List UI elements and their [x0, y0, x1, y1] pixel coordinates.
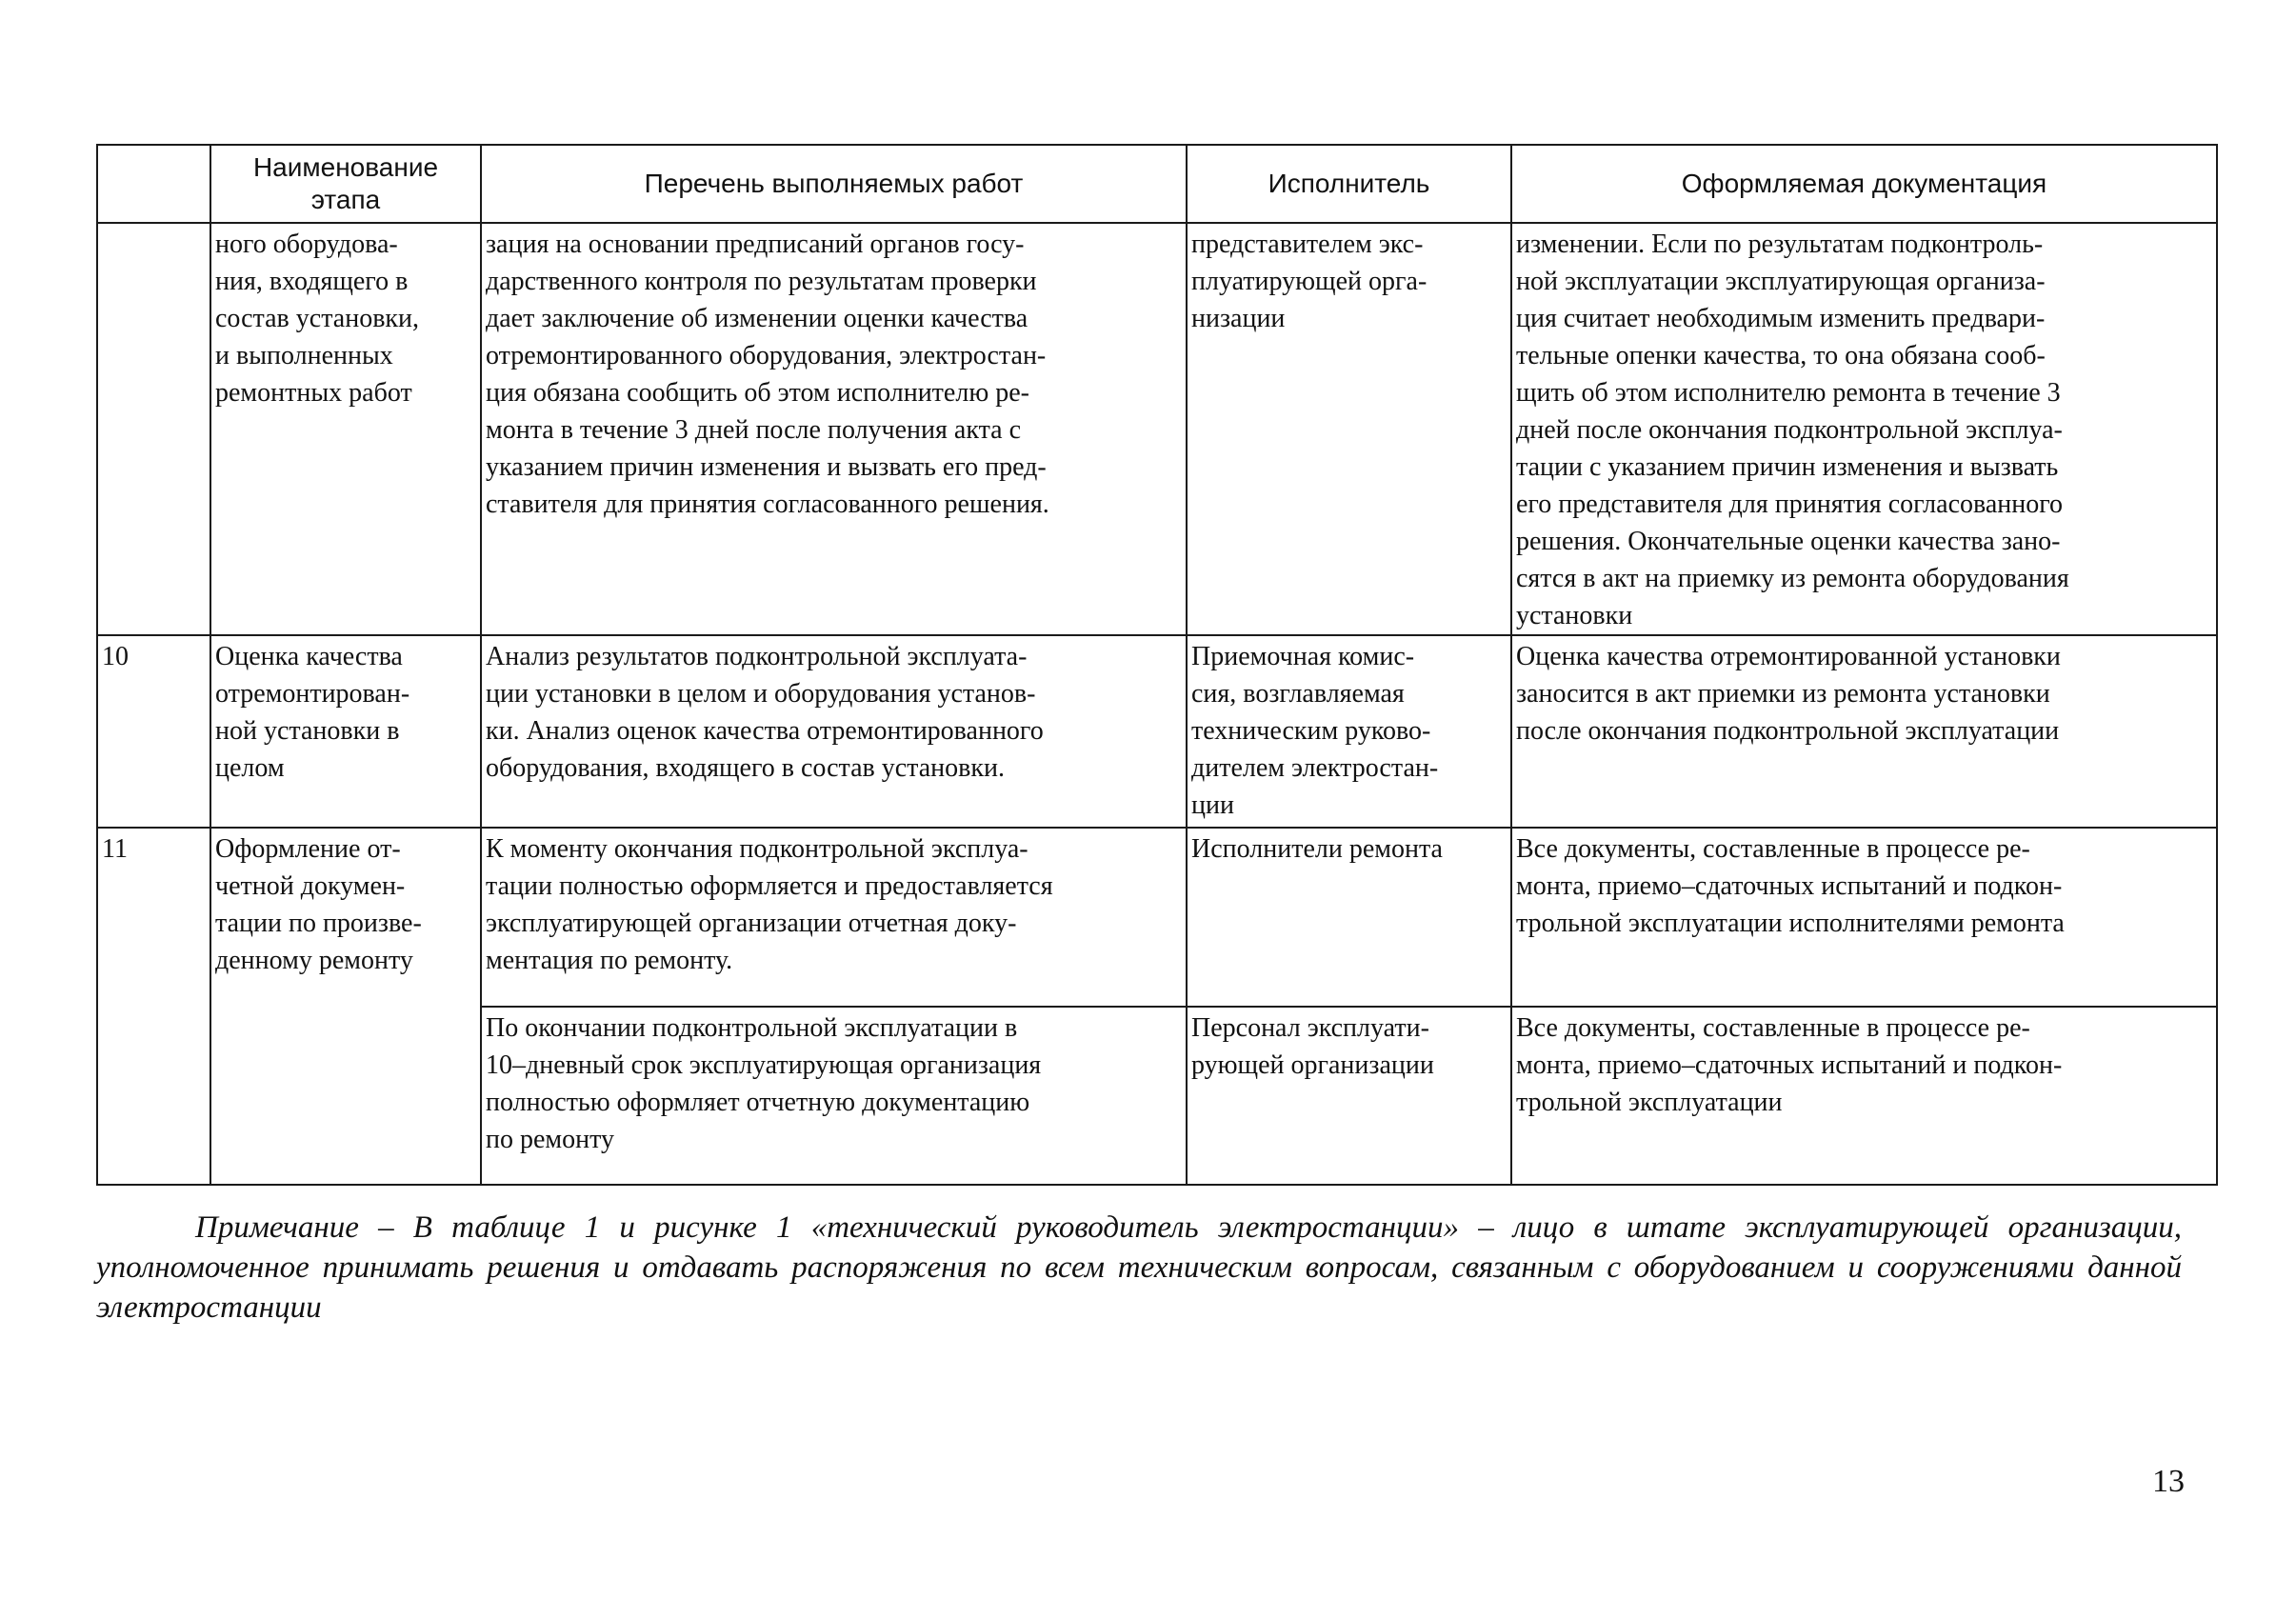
header-executor: Исполнитель	[1187, 145, 1511, 223]
table-row	[97, 635, 2217, 828]
repair-stages-table	[96, 144, 2218, 1186]
works-cell: Анализ результатов подконтрольной эксплуата- ции установки в целом и оборудования установ- ки. Анализ оценок качества отремонтированного оборудования, входящего в состав установки.	[481, 635, 1187, 828]
page-number: 13	[2152, 1464, 2185, 1499]
header-number	[97, 145, 210, 223]
table-row	[97, 223, 2217, 635]
header-documentation: Оформляемая документация	[1511, 145, 2217, 223]
row-number: 10	[97, 635, 210, 828]
stage-name-cell: ного оборудова- ния, входящего в состав установки, и выполненных ремонтных работ	[210, 223, 481, 635]
row-number: 11	[97, 828, 210, 1185]
header-stage-name: Наименование этапа	[210, 145, 481, 223]
documentation-cell: Все документы, составленные в процессе ре- монта, приемо–сдаточных испытаний и подкон- трольной эксплуатации исполнителями ремонта	[1511, 828, 2217, 1007]
works-cell: зация на основании предписаний органов госу- дарственного контроля по результатам проверки дает заключение об изменении оценки качества отремонтированного оборудования, электростан- ция обязана сообщить об этом исполнителю ре- монта в течение 3 дней после получения акта с указанием причин изменения и вызвать его пред- ставителя для принятия согласованного решения.	[481, 223, 1187, 635]
row-number	[97, 223, 210, 635]
executor-cell: Исполнители ремонта	[1187, 828, 1511, 1007]
works-cell: По окончании подконтрольной эксплуатации в 10–дневный срок эксплуатирующая организация полностью оформляет отчетную документацию по ремонту	[481, 1007, 1187, 1185]
stage-name-cell: Оформление от- четной докумен- тации по произве- денному ремонту	[210, 828, 481, 1185]
header-works-list: Перечень выполняемых работ	[481, 145, 1187, 223]
executor-cell: Приемочная комис- сия, возглавляемая техническим руково- дителем электростан- ции	[1187, 635, 1511, 828]
executor-cell: Персонал эксплуати- рующей организации	[1187, 1007, 1511, 1185]
table-row	[97, 828, 2217, 1007]
works-cell: К моменту окончания подконтрольной эксплуа- тации полностью оформляется и предоставляется эксплуатирующей организации отчетная доку- ментация по ремонту.	[481, 828, 1187, 1007]
documentation-cell: Все документы, составленные в процессе ре- монта, приемо–сдаточных испытаний и подкон- трольной эксплуатации	[1511, 1007, 2217, 1185]
documentation-cell: Оценка качества отремонтированной установки заносится в акт приемки из ремонта установки после окончания подконтрольной эксплуатации	[1511, 635, 2217, 828]
stage-name-cell: Оценка качества отремонтирован- ной установки в целом	[210, 635, 481, 828]
executor-cell: представителем экс- плуатирующей орга- низации	[1187, 223, 1511, 635]
documentation-cell: изменении. Если по результатам подконтроль- ной эксплуатации эксплуатирующая организа- ция считает необходимым изменить предвари- тельные опенки качества, то она обязана сооб- щить об этом исполнителю ремонта в течение 3 дней после окончания подконтрольной эксплуа- тации с указанием причин изменения и вызвать его представителя для принятия согласованного решения. Окончательные оценки качества зано- сятся в акт на приемку из ремонта оборудования установки	[1511, 223, 2217, 635]
table-header-row	[97, 145, 2217, 223]
table-footnote: Примечание – В таблице 1 и рисунке 1 «технический руководитель электростанции» – лицо в штате эксплуатирующей организации, уполномоченное принимать решения и отдавать распоряжения по всем техническим вопросам, связанным с оборудованием и сооружениями данной электростанции	[96, 1210, 2182, 1325]
